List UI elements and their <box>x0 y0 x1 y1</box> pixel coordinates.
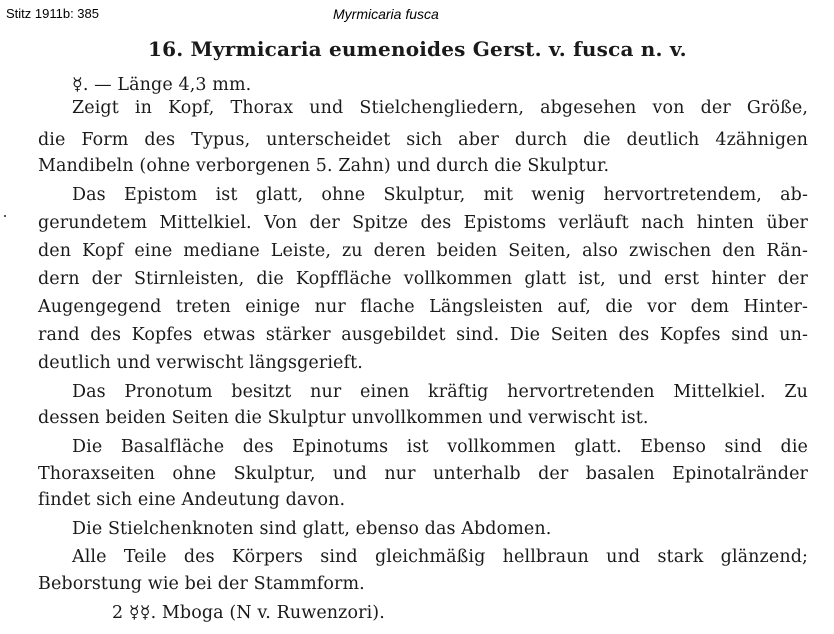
text-line: Alle Teile des Körpers sind gleichmäßig hellbraun und stark glänzend; <box>72 547 808 567</box>
text-line: Zeigt in Kopf, Thorax und Stielchengliedern, abgesehen von der Größe, <box>72 98 808 118</box>
text-line: die Form des Typus, unterscheidet sich aber durch die deutlich 4zähnigen <box>38 130 808 150</box>
text-line: Das Epistom ist glatt, ohne Skulptur, mit wenig hervortretendem, ab- <box>72 185 808 205</box>
text-line: Die Basalfläche des Epinotums ist vollkommen glatt. Ebenso sind die <box>72 437 808 457</box>
taxon-header: Myrmicaria fusca <box>333 6 439 22</box>
text-line: Augengegend treten einige nur flache Längsleisten auf, die vor dem Hinter- <box>38 297 808 317</box>
text-line: ☿. — Länge 4,3 mm. <box>72 75 252 95</box>
text-line: Thoraxseiten ohne Skulptur, und nur unterhalb der basalen Epinotalränder <box>38 464 808 484</box>
text-line: Das Pronotum besitzt nur einen kräftig hervortretenden Mittelkiel. Zu <box>72 382 808 402</box>
text-line: Mandibeln (ohne verborgenen 5. Zahn) und durch die Skulptur. <box>38 156 610 176</box>
text-line: Die Stielchenknoten sind glatt, ebenso das Abdomen. <box>72 519 552 539</box>
citation-header: Stitz 1911b: 385 <box>6 6 99 21</box>
text-line: rand des Kopfes etwas stärker ausgebildet sind. Die Seiten des Kopfes sind un- <box>38 325 808 345</box>
species-title: 16. Myrmicaria eumenoides Gerst. v. fusca n. v. <box>148 37 687 61</box>
scan-speck <box>4 215 6 217</box>
text-line: den Kopf eine mediane Leiste, zu deren beiden Seiten, also zwischen den Rän- <box>38 241 808 261</box>
text-line: dern der Stirnleisten, die Kopffläche vollkommen glatt ist, und erst hinter der <box>38 269 808 289</box>
text-line: 2 ☿☿. Mboga (N v. Ruwenzori). <box>112 603 385 623</box>
text-line: dessen beiden Seiten die Skulptur unvollkommen und verwischt ist. <box>38 408 649 428</box>
text-line: deutlich und verwischt längsgerieft. <box>38 353 363 373</box>
text-line: findet sich eine Andeutung davon. <box>38 490 346 510</box>
text-line: Beborstung wie bei der Stammform. <box>38 574 365 594</box>
text-line: gerundetem Mittelkiel. Von der Spitze des Epistoms verläuft nach hinten über <box>38 213 808 233</box>
